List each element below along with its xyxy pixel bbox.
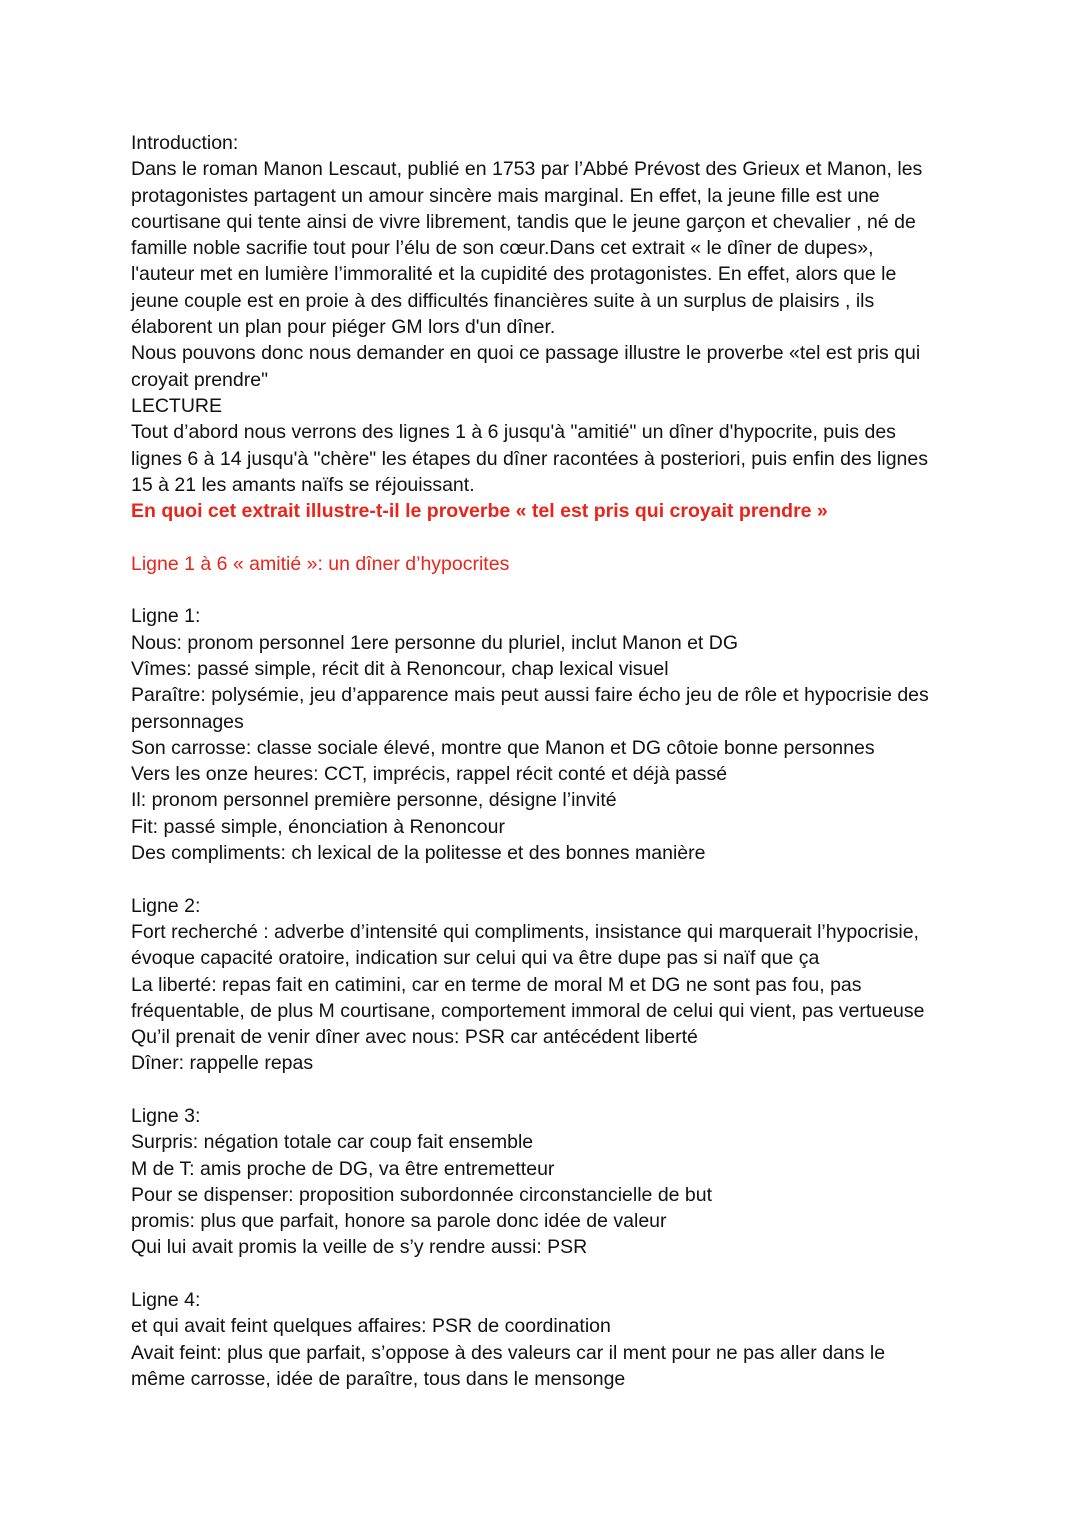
ligne-1-note: Vers les onze heures: CCT, imprécis, rappel récit conté et déjà passé (131, 763, 728, 786)
intro-line-7: élaborent un plan pour piéger GM lors d'un dîner. (131, 316, 556, 339)
spacer (131, 577, 961, 603)
ligne-3-note: Surpris: négation totale car coup fait ensemble (131, 1131, 534, 1154)
ligne-2-note: fréquentable, de plus M courtisane, comportement immoral de celui qui vient, pas vertueuse (131, 999, 925, 1022)
intro-line-4: famille noble sacrifie tout pour l’élu de son cœur.Dans cet extrait « le dîner de dupes», (131, 237, 874, 260)
plan-line-2: lignes 6 à 14 jusqu'à "chère" les étapes du dîner racontées à posteriori, puis enfin des lignes (131, 447, 928, 470)
ligne-2-heading: Ligne 2: (131, 894, 201, 917)
ligne-2-note: Qu’il prenait de venir dîner avec nous: PSR car antécédent liberté (131, 1026, 698, 1049)
ligne-1-note: Fit: passé simple, énonciation à Renoncour (131, 815, 505, 838)
ligne-4-heading: Ligne 4: (131, 1289, 201, 1312)
intro-line-1: Dans le roman Manon Lescaut, publié en 1753 par l’Abbé Prévost des Grieux et Manon, les (131, 158, 923, 181)
ligne-1-note: Paraître: polysémie, jeu d’apparence mais peut aussi faire écho jeu de rôle et hypocrisie des (131, 684, 929, 707)
spacer (131, 1077, 961, 1103)
intro-line-2: protagonistes partagent un amour sincère mais marginal. En effet, la jeune fille est une (131, 184, 880, 207)
ligne-4-note: et qui avait feint quelques affaires: PSR de coordination (131, 1315, 611, 1338)
ligne-2-note: Fort recherché : adverbe d’intensité qui compliments, insistance qui marquerait l’hypocrisie, (131, 920, 919, 943)
ligne-3-note: M de T: amis proche de DG, va être entremetteur (131, 1157, 555, 1180)
intro-line-5: l'auteur met en lumière l’immoralité et la cupidité des protagonistes. En effet, alors que le (131, 263, 897, 286)
ligne-2-note: La liberté: repas fait en catimini, car en terme de moral M et DG ne sont pas fou, pas (131, 973, 862, 996)
ligne-1-heading: Ligne 1: (131, 605, 201, 628)
ligne-1-note: Son carrosse: classe sociale élevé, montre que Manon et DG côtoie bonne personnes (131, 736, 875, 759)
ligne-3-note: Pour se dispenser: proposition subordonnée circonstancielle de but (131, 1183, 713, 1206)
spacer (131, 866, 961, 892)
ligne-1-note: personnages (131, 710, 244, 733)
spacer (131, 1261, 961, 1287)
plan-line-1: Tout d’abord nous verrons des lignes 1 à 6 jusqu'à "amitié" un dîner d'hypocrite, puis des (131, 421, 896, 444)
intro-heading: Introduction: (131, 132, 239, 154)
ligne-3-heading: Ligne 3: (131, 1104, 201, 1127)
problem-line-2: croyait prendre" (131, 368, 268, 391)
ligne-2-note: Dîner: rappelle repas (131, 1052, 314, 1075)
ligne-1-note: Vîmes: passé simple, récit dit à Renoncour, chap lexical visuel (131, 657, 669, 680)
ligne-4-note: même carrosse, idée de paraître, tous dans le mensonge (131, 1367, 626, 1390)
ligne-3-note: promis: plus que parfait, honore sa parole donc idée de valeur (131, 1210, 667, 1233)
intro-line-6: jeune couple est en proie à des difficultés financières suite à un surplus de plaisirs , ils (131, 289, 875, 312)
ligne-3-note: Qui lui avait promis la veille de s’y rendre aussi: PSR (131, 1236, 588, 1259)
lecture-label: LECTURE (131, 394, 223, 417)
section-heading: Ligne 1 à 6 « amitié »: un dîner d’hypocrites (131, 552, 510, 575)
plan-line-3: 15 à 21 les amants naïfs se réjouissant. (131, 473, 475, 496)
ligne-1-note: Il: pronom personnel première personne, désigne l’invité (131, 789, 617, 812)
ligne-4-note: Avait feint: plus que parfait, s’oppose à des valeurs car il ment pour ne pas aller dans le (131, 1341, 886, 1364)
document-body (131, 130, 961, 1392)
problematic-heading: En quoi cet extrait illustre-t-il le proverbe « tel est pris qui croyait prendre » (131, 500, 828, 523)
ligne-2-note: évoque capacité oratoire, indication sur celui qui va être dupe pas si naïf que ça (131, 947, 820, 970)
problem-line-1: Nous pouvons donc nous demander en quoi ce passage illustre le proverbe «tel est pris qui (131, 342, 921, 365)
spacer (131, 524, 961, 550)
ligne-1-note: Nous: pronom personnel 1ere personne du pluriel, inclut Manon et DG (131, 631, 739, 654)
intro-line-3: courtisane qui tente ainsi de vivre librement, tandis que le jeune garçon et chevalier , né de (131, 210, 916, 233)
ligne-1-note: Des compliments: ch lexical de la politesse et des bonnes manière (131, 842, 706, 865)
